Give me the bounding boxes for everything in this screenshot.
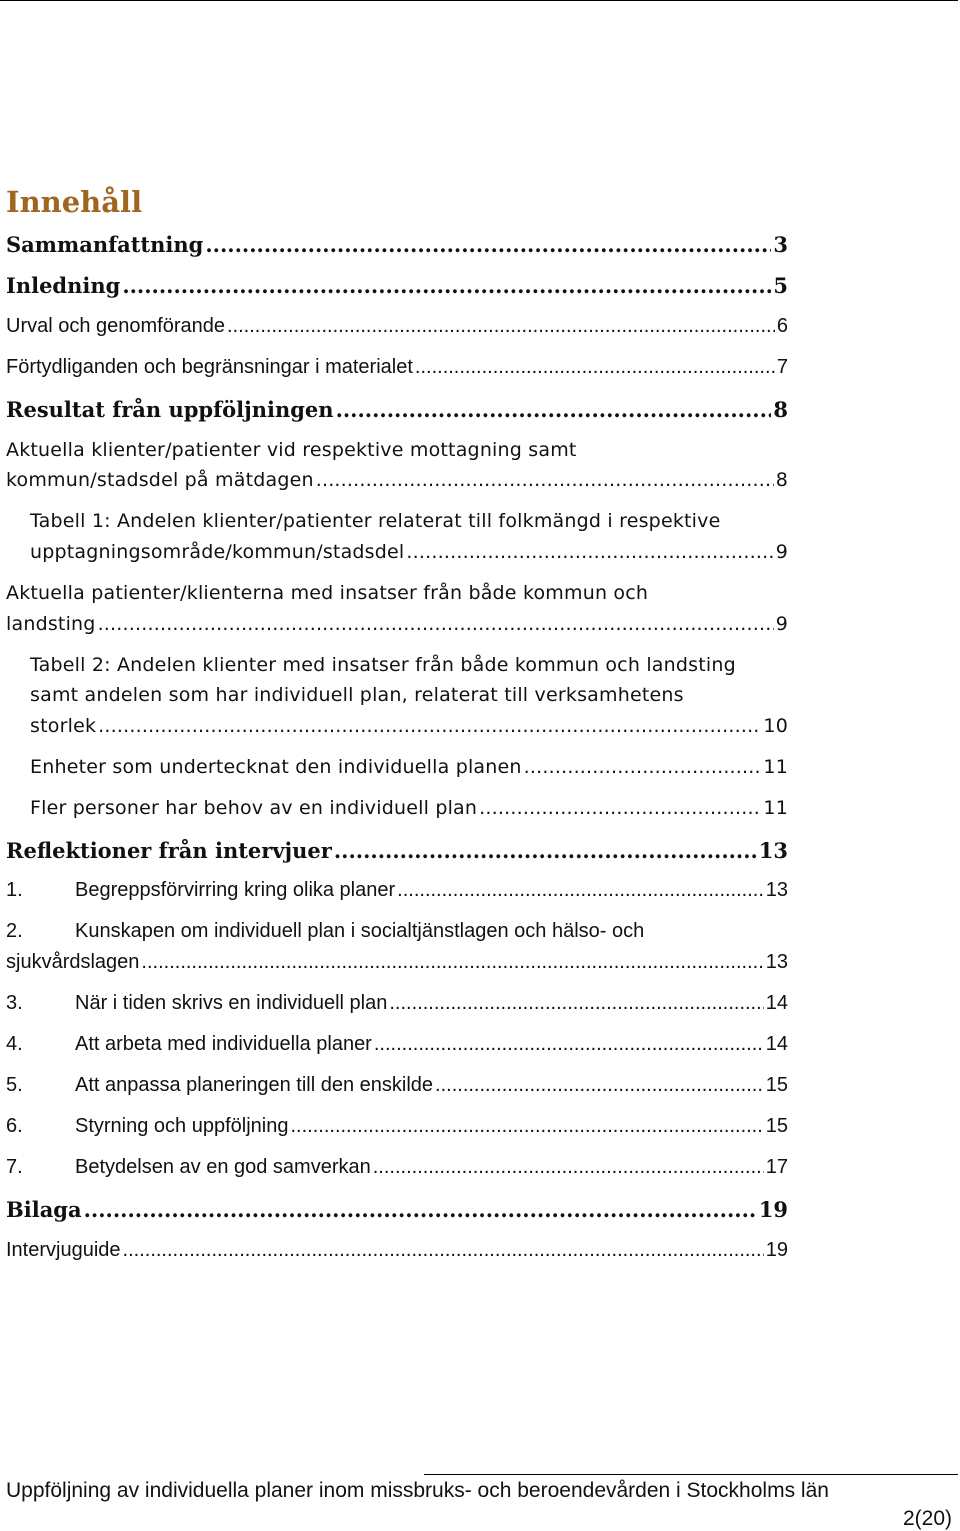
leader-dots [479,797,761,819]
toc-entry-tabell1-line1[interactable]: Tabell 1: Andelen klienter/patienter relaterat till folkmängd i respektive [30,510,721,532]
toc-entry-page: 3 [773,232,788,257]
toc-entry-numbered-6[interactable] [6,1115,788,1138]
toc-entry-page: 13 [765,879,788,901]
toc-entry-text: sjukvårdslagen [6,951,140,973]
toc-entry-text: Begreppsförvirring kring olika planer [75,879,396,901]
toc-entry-page: 14 [765,992,788,1014]
toc-entry-page: 19 [765,1239,788,1261]
toc-entry-numbered-2-line1[interactable] [6,920,644,943]
toc-entry-numbered-7[interactable] [6,1156,788,1179]
toc-entry-page: 11 [763,756,788,778]
toc-entry-text: Sammanfattning [6,232,204,257]
toc-entry-numbered-1[interactable] [6,879,788,902]
leader-dots [334,838,757,863]
toc-entry-numbered-2[interactable] [6,951,788,974]
leader-dots [141,951,763,974]
toc-entry-tabell2-line1[interactable]: Tabell 2: Andelen klienter med insatser från både kommun och landsting [30,654,736,676]
leader-dots [123,1239,764,1262]
toc-entry-tabell1[interactable] [30,541,788,563]
leader-dots [524,756,762,778]
leader-dots [373,1156,764,1179]
toc-entry-page: 17 [765,1156,788,1178]
toc-entry-number: 6. [6,1115,23,1137]
toc-entry-aktuella-patienter[interactable] [6,613,788,635]
toc-entry-page: 14 [765,1033,788,1055]
toc-entry-page: 13 [758,838,788,863]
toc-entry-page: 5 [773,273,788,298]
leader-dots [316,469,774,491]
toc-entry-page: 7 [776,356,788,378]
leader-dots [415,356,775,379]
toc-entry-number: 2. [6,920,23,942]
toc-entry-text: upptagningsområde/kommun/stadsdel [30,541,405,563]
toc-entry-text: Styrning och uppföljning [75,1115,289,1137]
toc-entry-text: Betydelsen av en god samverkan [75,1156,371,1178]
top-rule [0,0,958,1]
toc-entry-reflektioner[interactable] [6,838,788,863]
leader-dots [98,715,761,737]
toc-entry-intervjuguide[interactable] [6,1239,788,1262]
toc-entry-text: Reflektioner från intervjuer [6,838,332,863]
toc-entry-text: landsting [6,613,96,635]
leader-dots [397,879,764,902]
toc-entry-page: 15 [765,1074,788,1096]
toc-entry-fler-personer[interactable] [30,797,788,819]
toc-entry-text: storlek [30,715,97,737]
toc-entry-text: Enheter som undertecknat den individuella planen [30,756,522,778]
toc-entry-text: Att arbeta med individuella planer [75,1033,372,1055]
toc-entry-text: Inledning [6,273,121,298]
leader-dots [205,232,771,257]
toc-entry-text: Resultat från uppföljningen [6,397,334,422]
toc-entry-text: Att anpassa planeringen till den enskilde [75,1074,434,1096]
toc-entry-tabell2[interactable] [30,715,788,737]
toc-entry-page: 15 [765,1115,788,1137]
toc-entry-number: 7. [6,1156,23,1178]
toc-entry-number: 4. [6,1033,23,1055]
toc-title: Innehåll [6,185,143,219]
toc-entry-fortydliganden[interactable] [6,356,788,379]
toc-entry-text: kommun/stadsdel på mätdagen [6,469,314,491]
leader-dots [336,397,772,422]
toc-entry-number: 5. [6,1074,23,1096]
toc-entry-page: 19 [758,1197,788,1222]
toc-entry-text: Fler personer har behov av en individuell plan [30,797,478,819]
toc-entry-page: 8 [773,397,788,422]
toc-entry-aktuella-patienter-line1[interactable]: Aktuella patienter/klienterna med insatser från både kommun och [6,582,649,604]
toc-entry-text: Urval och genomförande [6,315,226,337]
toc-entry-page: 9 [775,613,788,635]
toc-entry-numbered-3[interactable] [6,992,788,1015]
leader-dots [290,1115,763,1138]
toc-entry-page: 9 [775,541,788,563]
toc-entry-page: 11 [763,797,788,819]
toc-entry-text: När i tiden skrivs en individuell plan [75,992,388,1014]
leader-dots [227,315,775,338]
toc-entry-numbered-5[interactable] [6,1074,788,1097]
toc-entry-page: 10 [763,715,788,737]
toc-entry-number: 3. [6,992,23,1014]
leader-dots [84,1197,757,1222]
leader-dots [374,1033,764,1056]
toc-entry-text: Bilaga [6,1197,82,1222]
toc-entry-page: 13 [765,951,788,973]
leader-dots [98,613,774,635]
toc-entry-tabell2-line2[interactable]: samt andelen som har individuell plan, relaterat till verksamhetens [30,684,684,706]
toc-entry-text: Förtydliganden och begränsningar i materialet [6,356,413,378]
toc-entry-urval[interactable] [6,315,788,338]
toc-entry-text: Intervjuguide [6,1239,121,1261]
toc-entry-aktuella-klienter-line1[interactable]: Aktuella klienter/patienter vid respektive mottagning samt [6,439,577,461]
toc-entry-sammanfattning[interactable] [6,232,788,257]
footer-page-number: 2(20) [902,1507,952,1530]
footer-text: Uppföljning av individuella planer inom missbruks- och beroendevården i Stockholms län [6,1479,829,1502]
toc-entry-page: 6 [776,315,788,337]
leader-dots [122,273,771,298]
toc-entry-text-line1: Kunskapen om individuell plan i socialtjänstlagen och hälso- och [75,920,645,942]
toc-entry-bilaga[interactable] [6,1197,788,1222]
toc-entry-aktuella-klienter[interactable] [6,469,788,491]
toc-entry-inledning[interactable] [6,273,788,298]
leader-dots [389,992,763,1015]
toc-entry-numbered-4[interactable] [6,1033,788,1056]
toc-entry-number: 1. [6,879,23,901]
toc-entry-page: 8 [775,469,788,491]
leader-dots [435,1074,764,1097]
leader-dots [406,541,773,563]
toc-entry-enheter[interactable] [30,756,788,778]
footer-rule [424,1474,958,1475]
toc-entry-resultat[interactable] [6,397,788,422]
